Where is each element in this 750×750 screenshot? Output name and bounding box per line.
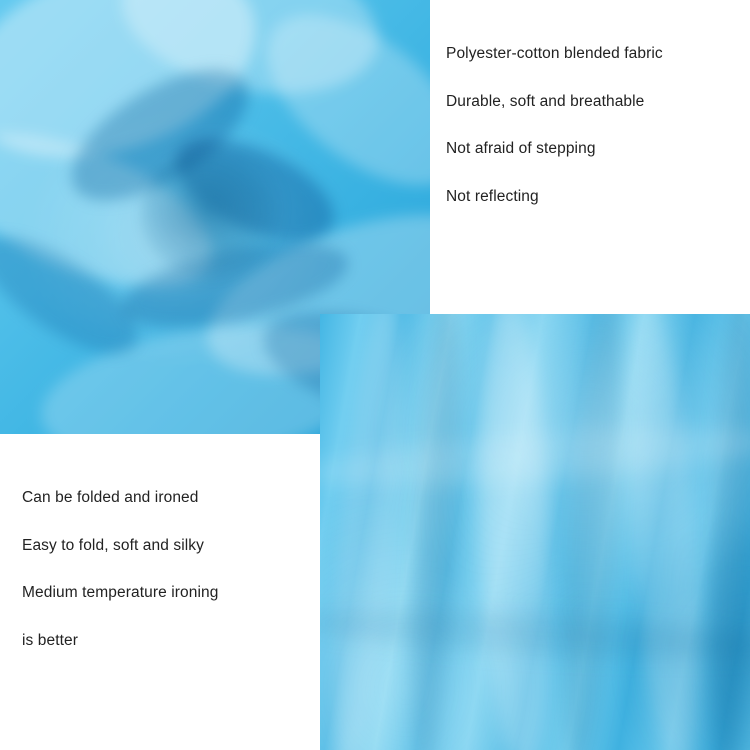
- feature-line: Not afraid of stepping: [446, 140, 596, 157]
- feature-line: Can be folded and ironed: [22, 489, 199, 506]
- fabric-drape-photo: [320, 314, 750, 750]
- feature-line: Durable, soft and breathable: [446, 92, 645, 110]
- feature-line: is better: [22, 631, 79, 649]
- feature-line: Polyester-cotton blended fabric: [446, 45, 663, 62]
- feature-line: Medium temperature ironing: [22, 584, 219, 601]
- fabric-swirl-center: [140, 150, 290, 280]
- feature-line: Not reflecting: [446, 187, 539, 205]
- fabric-drape-sheen: [320, 314, 750, 750]
- feature-line: Easy to fold, soft and silky: [22, 536, 204, 554]
- feature-list-top: [430, 0, 750, 314]
- feature-list-bottom: [0, 434, 320, 750]
